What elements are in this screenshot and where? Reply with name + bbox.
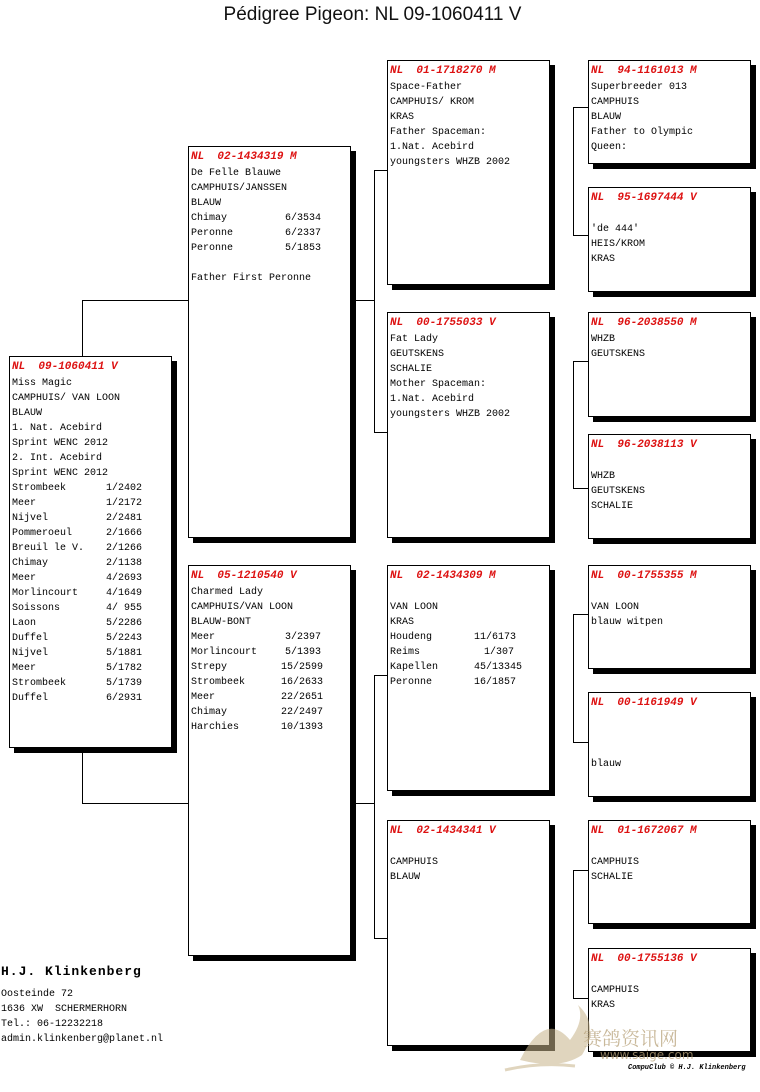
race-result-row bbox=[12, 661, 169, 676]
connector-line bbox=[573, 870, 589, 871]
race-location: Meer bbox=[12, 663, 37, 674]
race-result-row bbox=[12, 481, 169, 496]
pigeon-info-line bbox=[390, 840, 547, 855]
pigeon-info-line: SCHALIE bbox=[390, 364, 433, 375]
pigeon-info-line: BLAUW bbox=[390, 872, 421, 883]
pigeon-info-line bbox=[591, 727, 748, 742]
pigeon-info-line: blauw witpen bbox=[591, 617, 664, 628]
race-result: 10/1393 bbox=[281, 722, 324, 733]
race-result-row bbox=[12, 526, 169, 541]
race-location: Chimay bbox=[191, 707, 228, 718]
race-result-row bbox=[12, 676, 169, 691]
race-result: 5/1782 bbox=[105, 663, 142, 674]
connector-line bbox=[374, 432, 388, 433]
pigeon-note-line bbox=[191, 256, 348, 271]
ring-number: NL 00-1755136 V bbox=[591, 953, 697, 965]
race-result: 1/2402 bbox=[105, 483, 142, 494]
race-result: 4/2693 bbox=[105, 573, 142, 584]
race-location: Peronne bbox=[191, 228, 234, 239]
ring-number: NL 95-1697444 V bbox=[591, 192, 697, 204]
race-result-row bbox=[12, 496, 169, 511]
race-location: Kapellen bbox=[390, 662, 439, 673]
pigeon-info-line bbox=[591, 585, 748, 600]
ring-number: NL 02-1434319 M bbox=[191, 151, 297, 163]
pigeon-info-line: CAMPHUIS bbox=[591, 985, 640, 996]
ring-number: NL 02-1434341 V bbox=[390, 825, 496, 837]
race-result: 2/2481 bbox=[105, 513, 142, 524]
breeder-info bbox=[1, 964, 163, 1047]
race-result-row bbox=[191, 705, 348, 720]
race-result: 2/1138 bbox=[105, 558, 142, 569]
pigeon-info-line: HEIS/KROM bbox=[591, 239, 646, 250]
connector-line bbox=[374, 170, 375, 432]
race-location: Harchies bbox=[191, 722, 240, 733]
race-result: 5/2243 bbox=[105, 633, 142, 644]
pigeon-card-father-father[interactable] bbox=[387, 60, 550, 285]
race-result: 4/ 955 bbox=[105, 603, 142, 614]
race-location: Soissons bbox=[12, 603, 61, 614]
pigeon-info-line: GEUTSKENS bbox=[390, 349, 445, 360]
pigeon-info-line: KRAS bbox=[390, 617, 415, 628]
race-result-row bbox=[191, 690, 348, 705]
pigeon-info-line bbox=[591, 840, 748, 855]
pigeon-info-line: Father to Olympic bbox=[591, 127, 694, 138]
race-result-row bbox=[191, 660, 348, 675]
race-result: 22/2651 bbox=[281, 692, 324, 703]
connector-line bbox=[82, 803, 190, 804]
pigeon-info-line: blauw bbox=[591, 759, 622, 770]
race-result: 5/1393 bbox=[284, 647, 321, 658]
race-result: 3/2397 bbox=[284, 632, 321, 643]
pigeon-info-line: CAMPHUIS/VAN LOON bbox=[191, 602, 294, 613]
pigeon-info-line: Sprint WENC 2012 bbox=[12, 438, 109, 449]
race-result-row bbox=[191, 241, 348, 256]
connector-line bbox=[350, 300, 374, 301]
pigeon-info-line: CAMPHUIS bbox=[390, 857, 439, 868]
race-result-row bbox=[12, 571, 169, 586]
race-location: Pommeroeul bbox=[12, 528, 73, 539]
pigeon-card-fff[interactable] bbox=[588, 60, 751, 164]
pigeon-info-line bbox=[390, 585, 547, 600]
connector-line bbox=[374, 938, 388, 939]
race-result: 4/1649 bbox=[105, 588, 142, 599]
footer-credit: CompuClub © H.J. Klinkenberg bbox=[628, 1064, 746, 1072]
race-location: Meer bbox=[191, 692, 216, 703]
pigeon-info-line: BLAUW bbox=[191, 198, 222, 209]
pigeon-info-line: Father Spaceman: bbox=[390, 127, 487, 138]
pigeon-info-line: Superbreeder 013 bbox=[591, 82, 688, 93]
breeder-email[interactable]: admin.klinkenberg@planet.nl bbox=[1, 1034, 164, 1045]
pigeon-info-line: CAMPHUIS bbox=[591, 857, 640, 868]
pigeon-info-line: BLAUW bbox=[12, 408, 43, 419]
connector-line bbox=[374, 675, 375, 938]
race-result-row bbox=[191, 675, 348, 690]
pigeon-info-line: CAMPHUIS/ KROM bbox=[390, 97, 475, 108]
pigeon-info-line: SCHALIE bbox=[591, 872, 634, 883]
race-location: Duffel bbox=[12, 693, 49, 704]
connector-line bbox=[573, 742, 589, 743]
pigeon-info-line: 2. Int. Acebird bbox=[12, 453, 103, 464]
ring-number: NL 00-1161949 V bbox=[591, 697, 697, 709]
pigeon-info-line: Queen: bbox=[591, 142, 628, 153]
pigeon-card-mfm[interactable] bbox=[588, 692, 751, 797]
race-result-row bbox=[191, 645, 348, 660]
pigeon-card-father-mother[interactable] bbox=[387, 312, 550, 538]
pigeon-card-father[interactable] bbox=[188, 146, 351, 538]
race-result-row bbox=[12, 586, 169, 601]
race-location: Nijvel bbox=[12, 513, 49, 524]
race-result-row bbox=[12, 646, 169, 661]
race-location: Morlincourt bbox=[191, 647, 258, 658]
pigeon-info-line: KRAS bbox=[591, 254, 616, 265]
pigeon-info-line: youngsters WHZB 2002 bbox=[390, 409, 511, 420]
race-result: 5/1853 bbox=[284, 243, 321, 254]
pigeon-info-line: KRAS bbox=[591, 1000, 616, 1011]
connector-line bbox=[573, 998, 589, 999]
ring-number: NL 02-1434309 M bbox=[390, 570, 496, 582]
race-location: Laon bbox=[12, 618, 37, 629]
race-location: Reims bbox=[390, 647, 421, 658]
race-result-row bbox=[12, 691, 169, 706]
pigeon-card-fmf[interactable] bbox=[588, 312, 751, 417]
breeder-address: Oosteinde 72 bbox=[1, 989, 74, 1000]
ring-number: NL 05-1210540 V bbox=[191, 570, 297, 582]
pigeon-info-line: GEUTSKENS bbox=[591, 349, 646, 360]
pigeon-info-line: 1.Nat. Acebird bbox=[390, 142, 475, 153]
race-result: 5/1881 bbox=[105, 648, 142, 659]
race-result-row bbox=[390, 645, 547, 660]
race-result: 11/6173 bbox=[474, 632, 517, 643]
race-location: Meer bbox=[12, 498, 37, 509]
pigeon-info-line: KRAS bbox=[390, 112, 415, 123]
race-result: 5/2286 bbox=[105, 618, 142, 629]
race-result: 5/1739 bbox=[105, 678, 142, 689]
pigeon-card-mother[interactable] bbox=[188, 565, 351, 956]
race-location: Chimay bbox=[12, 558, 49, 569]
race-location: Nijvel bbox=[12, 648, 49, 659]
ring-number: NL 01-1718270 M bbox=[390, 65, 496, 77]
race-location: Breuil le V. bbox=[12, 543, 85, 554]
pigeon-info-line: BLAUW bbox=[591, 112, 622, 123]
pigeon-info-line bbox=[591, 207, 748, 222]
race-result: 16/2633 bbox=[281, 677, 324, 688]
connector-line bbox=[573, 361, 574, 488]
pigeon-info-line bbox=[591, 742, 748, 757]
breeder-phone: Tel.: 06-12232218 bbox=[1, 1019, 104, 1030]
race-result: 2/1666 bbox=[105, 528, 142, 539]
race-location: Meer bbox=[12, 573, 37, 584]
connector-line bbox=[374, 675, 388, 676]
connector-line bbox=[374, 170, 388, 171]
connector-line bbox=[573, 488, 589, 489]
pigeon-info-line: BLAUW-BONT bbox=[191, 617, 252, 628]
race-result-row bbox=[191, 226, 348, 241]
page-title: Pédigree Pigeon: NL 09-1060411 V bbox=[223, 4, 522, 25]
race-location: Morlincourt bbox=[12, 588, 79, 599]
race-location: Strombeek bbox=[12, 678, 67, 689]
connector-line bbox=[573, 107, 574, 235]
breeder-name: H.J. Klinkenberg bbox=[1, 964, 142, 979]
pigeon-info-line: Space-Father bbox=[390, 82, 463, 93]
race-result: 45/13345 bbox=[474, 662, 523, 673]
pigeon-info-line: Miss Magic bbox=[12, 378, 73, 389]
pigeon-info-line: VAN LOON bbox=[390, 602, 439, 613]
race-result-row bbox=[191, 630, 348, 645]
race-result-row bbox=[12, 541, 169, 556]
connector-line bbox=[82, 300, 190, 301]
watermark-url: www.saige.com bbox=[600, 1048, 694, 1062]
pigeon-card-mff[interactable] bbox=[588, 565, 751, 669]
race-result-row bbox=[12, 601, 169, 616]
race-result-row bbox=[390, 675, 547, 690]
race-location: Meer bbox=[191, 632, 216, 643]
race-location: Strombeek bbox=[191, 677, 246, 688]
race-result: 6/2931 bbox=[105, 693, 142, 704]
connector-line bbox=[573, 235, 589, 236]
pigeon-info-line: youngsters WHZB 2002 bbox=[390, 157, 511, 168]
ring-number: NL 96-2038113 V bbox=[591, 439, 697, 451]
race-location: Strepy bbox=[191, 662, 228, 673]
pigeon-card-ffm[interactable] bbox=[588, 187, 751, 292]
connector-line bbox=[82, 748, 83, 804]
ring-number: NL 09-1060411 V bbox=[12, 361, 118, 373]
pigeon-info-line: CAMPHUIS/JANSSEN bbox=[191, 183, 288, 194]
ring-number: NL 00-1755355 M bbox=[591, 570, 697, 582]
pigeon-info-line: De Felle Blauwe bbox=[191, 168, 282, 179]
pigeon-info-line: 'de 444' bbox=[591, 224, 640, 235]
pigeon-info-line: WHZB bbox=[591, 471, 616, 482]
pigeon-info-line: SCHALIE bbox=[591, 501, 634, 512]
race-location: Duffel bbox=[12, 633, 49, 644]
race-result: 22/2497 bbox=[281, 707, 324, 718]
pigeon-info-line: 1.Nat. Acebird bbox=[390, 394, 475, 405]
pigeon-info-line: CAMPHUIS bbox=[591, 97, 640, 108]
ring-number: NL 94-1161013 M bbox=[591, 65, 697, 77]
race-result-row bbox=[191, 720, 348, 735]
race-result: 1/307 bbox=[483, 647, 514, 658]
pigeon-info-line: Sprint WENC 2012 bbox=[12, 468, 109, 479]
race-result: 15/2599 bbox=[281, 662, 324, 673]
watermark-text: 赛鸽资讯网 bbox=[583, 1028, 679, 1050]
race-location: Peronne bbox=[390, 677, 433, 688]
pigeon-info-line: VAN LOON bbox=[591, 602, 640, 613]
race-result-row bbox=[12, 631, 169, 646]
connector-line bbox=[82, 300, 83, 358]
pigeon-info-line: CAMPHUIS/ VAN LOON bbox=[12, 393, 121, 404]
race-result: 2/1266 bbox=[105, 543, 142, 554]
race-result: 6/2337 bbox=[284, 228, 321, 239]
race-result-row bbox=[390, 660, 547, 675]
pigeon-card-subject[interactable] bbox=[9, 356, 172, 748]
ring-number: NL 01-1672067 M bbox=[591, 825, 697, 837]
race-location: Houdeng bbox=[390, 632, 433, 643]
connector-line bbox=[573, 614, 574, 742]
pigeon-card-mmf[interactable] bbox=[588, 820, 751, 924]
connector-line bbox=[350, 803, 374, 804]
pigeon-info-line: Fat Lady bbox=[390, 334, 439, 345]
pigeon-note-line: Father First Peronne bbox=[191, 273, 312, 284]
race-result-row bbox=[191, 211, 348, 226]
race-location: Chimay bbox=[191, 213, 228, 224]
connector-line bbox=[573, 107, 589, 108]
pigeon-info-line: Mother Spaceman: bbox=[390, 379, 487, 390]
pigeon-card-mother-father[interactable] bbox=[387, 565, 550, 791]
connector-line bbox=[573, 870, 574, 998]
pigeon-info-line bbox=[591, 454, 748, 469]
pigeon-info-line: 1. Nat. Acebird bbox=[12, 423, 103, 434]
pigeon-info-line bbox=[591, 712, 748, 727]
race-result: 6/3534 bbox=[284, 213, 321, 224]
race-result-row bbox=[390, 630, 547, 645]
breeder-city: 1636 XW SCHERMERHORN bbox=[1, 1004, 128, 1015]
connector-line bbox=[573, 361, 589, 362]
ring-number: NL 00-1755033 V bbox=[390, 317, 496, 329]
pigeon-card-fmm[interactable] bbox=[588, 434, 751, 539]
ring-number: NL 96-2038550 M bbox=[591, 317, 697, 329]
pigeon-info-line: WHZB bbox=[591, 334, 616, 345]
race-result-row bbox=[12, 511, 169, 526]
race-result: 16/1857 bbox=[474, 677, 517, 688]
race-result-row bbox=[12, 616, 169, 631]
race-result: 1/2172 bbox=[105, 498, 142, 509]
race-result-row bbox=[12, 556, 169, 571]
race-location: Peronne bbox=[191, 243, 234, 254]
pigeon-info-line bbox=[591, 968, 748, 983]
pigeon-info-line: Charmed Lady bbox=[191, 587, 264, 598]
race-location: Strombeek bbox=[12, 483, 67, 494]
connector-line bbox=[573, 614, 589, 615]
pigeon-info-line: GEUTSKENS bbox=[591, 486, 646, 497]
